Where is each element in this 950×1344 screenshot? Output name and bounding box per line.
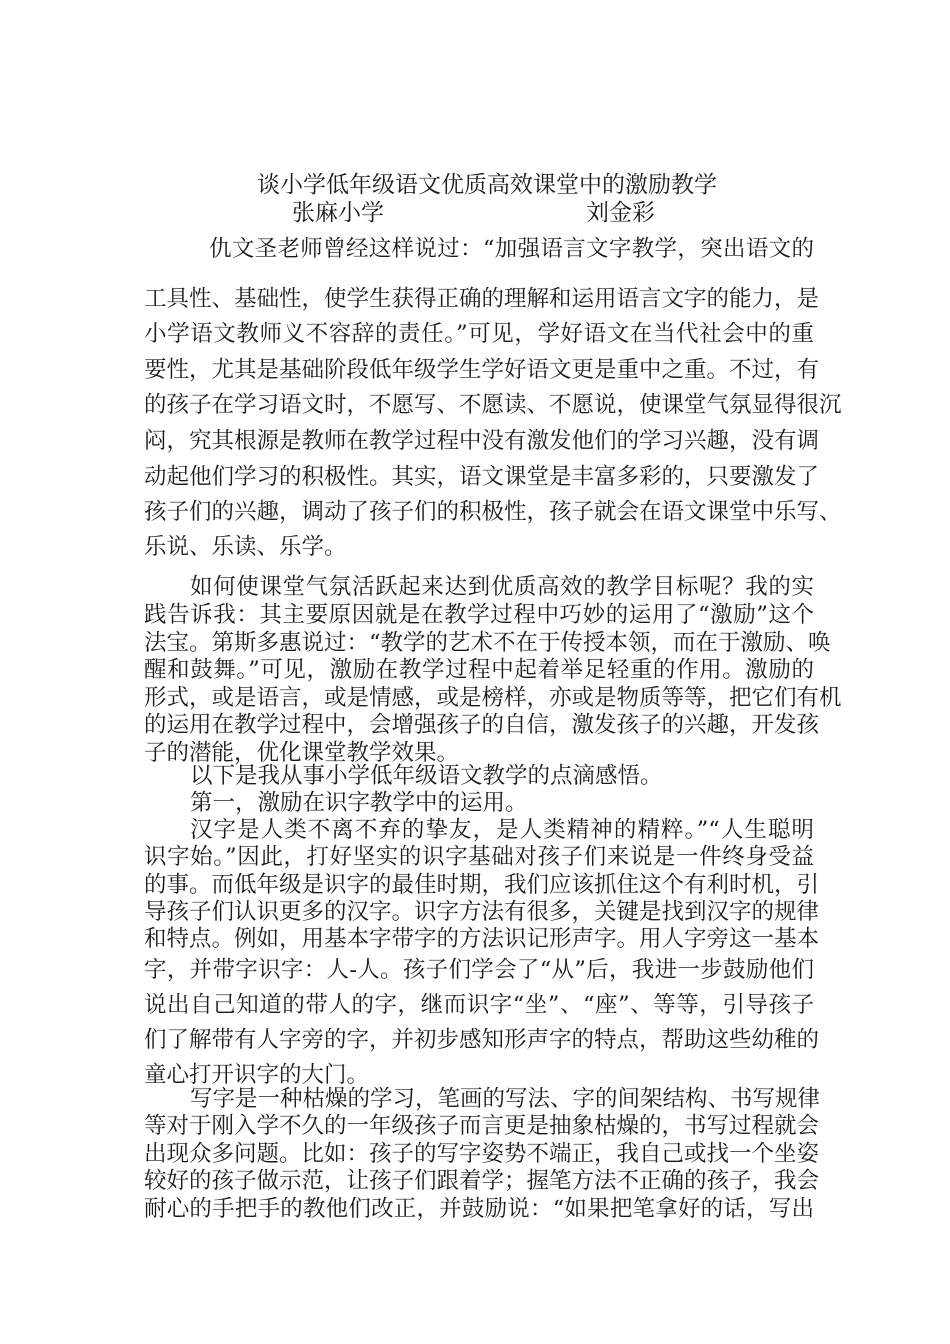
text-line: 汉字是人类不离不弃的挚友，是人类精神的精粹。”“人生聪明 xyxy=(190,817,814,843)
text-line: 工具性、基础性，使学生获得正确的理解和运用语言文字的能力，是 xyxy=(144,286,820,312)
text-line: 践告诉我：其主要原因就是在教学过程中巧妙的运用了“激励”这个 xyxy=(144,602,814,628)
text-line: 形式，或是语言，或是情感，或是榜样，亦或是物质等等，把它们有机 xyxy=(144,685,842,711)
author-school: 张麻小学 xyxy=(292,200,384,226)
text-line: 说出自己知道的带人的字，继而识字“坐”、“座”、等等，引导孩子 xyxy=(144,992,814,1018)
text-line: 的运用在教学过程中，会增强孩子的自信，激发孩子的兴趣，开发孩 xyxy=(144,712,820,738)
text-line: 较好的孩子做示范，让孩子们跟着学；握笔方法不正确的孩子，我会 xyxy=(144,1168,820,1194)
text-line: 仇文圣老师曾经这样说过：“加强语言文字教学，突出语文的 xyxy=(209,236,814,262)
text-line: 第一，激励在识字教学中的运用。 xyxy=(190,790,528,816)
text-line: 孩子们的兴趣，调动了孩子们的积极性，孩子就会在语文课堂中乐写、 xyxy=(144,499,842,525)
author-name: 刘金彩 xyxy=(586,200,655,226)
text-line: 要性，尤其是基础阶段低年级学生学好语文更是重中之重。不过，有 xyxy=(144,357,820,383)
text-line: 字，并带字识字：人-人。孩子们学会了“从”后，我进一步鼓励他们 xyxy=(144,957,814,983)
document-title: 谈小学低年级语文优质高效课堂中的激励教学 xyxy=(257,172,717,198)
text-line: 小学语文教师义不容辞的责任。”可见，学好语文在当代社会中的重 xyxy=(144,321,814,347)
text-line: 们了解带有人字旁的字，并初步感知形声字的特点，帮助这些幼稚的 xyxy=(144,1027,820,1053)
text-line: 童心打开识字的大门。 xyxy=(144,1062,370,1088)
text-line: 闷，究其根源是教师在教学过程中没有激发他们的学习兴趣，没有调 xyxy=(144,428,820,454)
text-line: 识字始。”因此，打好坚实的识字基础对孩子们来说是一件终身受益 xyxy=(144,844,814,870)
text-line: 的孩子在学习语文时，不愿写、不愿读、不愿说，使课堂气氛显得很沉 xyxy=(144,392,842,418)
text-line: 和特点。例如，用基本字带字的方法识记形声字。用人字旁这一基本 xyxy=(144,926,820,952)
text-line: 如何使课堂气氛活跃起来达到优质高效的教学目标呢？我的实 xyxy=(190,574,814,600)
text-line: 等对于刚入学不久的一年级孩子而言更是抽象枯燥的，书写过程就会 xyxy=(144,1113,820,1139)
text-line: 乐说、乐读、乐学。 xyxy=(144,534,347,560)
text-line: 耐心的手把手的教他们改正，并鼓励说：“如果把笔拿好的话，写出 xyxy=(144,1196,814,1222)
text-line: 子的潜能，优化课堂教学效果。 xyxy=(144,740,460,766)
text-line: 导孩子们认识更多的汉字。识字方法有很多，关键是找到汉字的规律 xyxy=(144,899,820,925)
text-line: 法宝。第斯多惠说过：“教学的艺术不在于传授本领，而在于激励、唤 xyxy=(144,630,831,656)
text-line: 写字是一种枯燥的学习，笔画的写法、字的间架结构、书写规律 xyxy=(190,1086,821,1112)
text-line: 的事。而低年级是识字的最佳时期，我们应该抓住这个有利时机，引 xyxy=(144,872,820,898)
text-line: 出现众多问题。比如：孩子的写字姿势不端正，我自己或找一个坐姿 xyxy=(144,1141,820,1167)
text-line: 动起他们学习的积极性。其实，语文课堂是丰富多彩的，只要激发了 xyxy=(144,464,820,490)
text-line: 以下是我从事小学低年级语文教学的点滴感悟。 xyxy=(190,763,663,789)
text-line: 醒和鼓舞。”可见，激励在教学过程中起着举足轻重的作用。激励的 xyxy=(144,657,814,683)
